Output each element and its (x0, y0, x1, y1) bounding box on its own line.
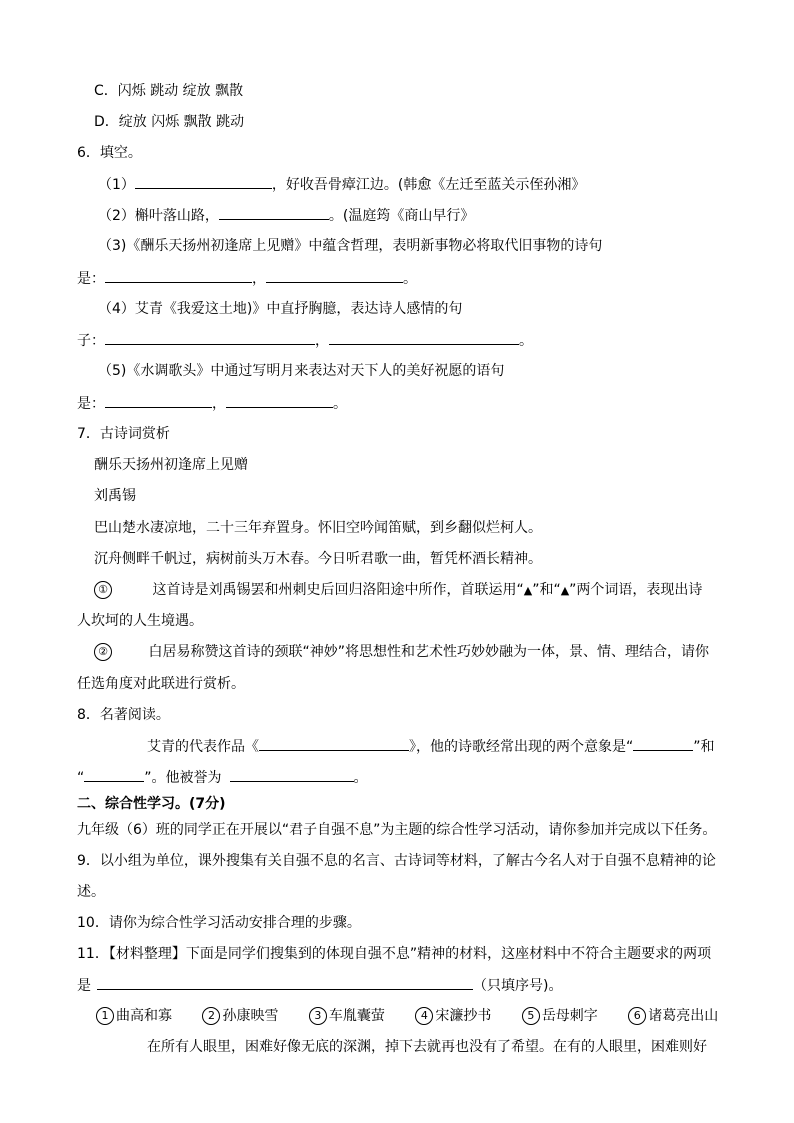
option-item (309, 1006, 385, 1026)
fill-blank[interactable] (135, 174, 272, 189)
option-item (628, 1006, 718, 1026)
fill-blank[interactable] (266, 268, 403, 283)
q6-item-2-suffix: 。(温庭筠《商山早行》 (328, 208, 475, 224)
q6-item-4-line1: （4）艾青《我爱这土地)》中直抒胸臆，表达诗人感情的句 (98, 301, 463, 317)
option-text: 诸葛亮出山 (648, 1008, 719, 1024)
option-text: 宋濂抄书 (435, 1008, 492, 1024)
q10: 10．请你为综合性学习活动安排合理的步骤。 (77, 915, 361, 931)
q11-line1: 11．【材料整理】下面是同学们搜集到的体现自强不息”精神的材料，这座材料中不符合主题要求的两项 (77, 946, 712, 962)
option-item (202, 1006, 278, 1026)
option-item (415, 1006, 491, 1026)
circled-number: 6 (628, 1007, 646, 1025)
period: 。 (333, 396, 347, 412)
circled-number: 2 (202, 1007, 220, 1025)
fill-blank[interactable] (633, 736, 693, 751)
q6-item-5-line2 (77, 393, 347, 414)
q9-line1: 9．以小组为单位，课外搜集有关自强不息的名言、古诗词等材料，了解古今名人对于自强不息精神的论 (77, 853, 716, 869)
q11-options (96, 1006, 718, 1026)
section-2-intro: 九年级（6）班的同学正在开展以“君子自强不息”为主题的综合性学习活动，请你参加并完成以下任务。 (77, 822, 717, 838)
fill-blank[interactable] (105, 330, 315, 345)
fill-blank[interactable] (230, 767, 354, 782)
q7-sub-2-line1 (94, 642, 709, 662)
q8-line2 (77, 767, 368, 788)
q7-sub-2-text: 白居易称赞这首诗的颈联“神妙”将思想性和艺术性巧妙妙融为一体，景、情、理结合，请你 (148, 644, 709, 660)
circled-number: ② (94, 643, 112, 661)
fill-blank[interactable] (219, 205, 329, 220)
q6-item-2-prefix: （2）槲叶落山路， (98, 208, 219, 224)
q6-item-3-line2 (77, 268, 417, 289)
q8-title: 8．名著阅读。 (77, 707, 170, 723)
fill-blank[interactable] (329, 330, 519, 345)
period: 。 (403, 271, 417, 287)
fill-blank[interactable] (259, 736, 409, 751)
q6-item-4-prefix: 子： (77, 333, 105, 349)
poem-line-1: 巴山楚水凄凉地，二十三年弃置身。怀旧空吟闻笛赋，到乡翻似烂柯人。 (94, 520, 542, 536)
option-text: 孙康映雪 (222, 1008, 279, 1024)
option-item (522, 1006, 598, 1026)
q6-item-2 (98, 205, 474, 226)
q6-item-1 (98, 174, 585, 195)
q6-item-4-line2 (77, 330, 533, 351)
passage-line: 在所有人眼里，困难好像无底的深渊，掉下去就再也没有了希望。在有的人眼里，困难则好 (147, 1039, 707, 1055)
q8-text-e: ”。他被誉为 (144, 770, 222, 786)
circled-number: 4 (415, 1007, 433, 1025)
option-text: 岳母刺字 (541, 1008, 598, 1024)
q6-item-3-prefix: 是： (77, 271, 105, 287)
q8-text-d: “ (77, 770, 85, 786)
answer-triangle: ▲ (523, 584, 533, 597)
circled-number: ① (94, 581, 112, 599)
q8-text-b: 》，他的诗歌经常出现的两个意象是“ (409, 739, 634, 755)
q7-sub-1-text-c: ”两个词语，表现出诗 (569, 582, 703, 598)
fill-blank[interactable] (226, 393, 333, 408)
q11-suffix: （只填序号)。 (473, 978, 563, 994)
poem-line-2: 沉舟侧畔千帆过，病树前头万木春。今日听君歌一曲，暂凭杯酒长精神。 (94, 551, 542, 567)
comma: ， (315, 333, 329, 349)
comma: ， (252, 271, 266, 287)
section-2-heading: 二、综合性学习。(7分) (77, 796, 226, 812)
q11-prefix: 是 (77, 978, 91, 994)
q8-text-f: 。 (353, 770, 368, 786)
period: 。 (519, 333, 533, 349)
q8-line1 (147, 736, 715, 757)
circled-number: 1 (96, 1007, 114, 1025)
q7-sub-1-text-a: 这首诗是刘禹锡罢和州刺史后回归洛阳途中所作，首联运用“ (152, 582, 524, 598)
q7-sub-1-line2: 人坎坷的人生境遇。 (77, 613, 203, 629)
poem-title: 酬乐天扬州初逢席上见赠 (94, 457, 248, 473)
circled-number: 5 (522, 1007, 540, 1025)
fill-blank[interactable] (97, 975, 473, 990)
circled-number: 3 (309, 1007, 327, 1025)
q6-item-1-suffix: ，好收吾骨瘴江边。(韩愈《左迁至蓝关示侄孙湘》 (271, 177, 586, 193)
fill-blank[interactable] (105, 268, 252, 283)
q7-title: 7．古诗词赏析 (77, 426, 170, 442)
q6-item-1-prefix: （1） (98, 177, 135, 193)
q6-title: 6．填空。 (77, 145, 142, 161)
q5-option-d: D．绽放 闪烁 飘散 跳动 (94, 114, 245, 130)
q6-item-5-prefix: 是： (77, 396, 105, 412)
option-text: 车胤囊萤 (328, 1008, 385, 1024)
q7-sub-1-line1 (94, 580, 702, 601)
q11-line2 (77, 975, 562, 996)
answer-triangle: ▲ (560, 584, 570, 597)
comma: ， (212, 396, 226, 412)
q6-item-5-line1: （5)《水调歌头》中通过写明月来表达对天下人的美好祝愿的语句 (98, 363, 505, 379)
fill-blank[interactable] (84, 767, 144, 782)
poem-author: 刘禹锡 (94, 488, 136, 504)
q7-sub-2-line2: 任选角度对此联进行赏析。 (77, 676, 245, 692)
fill-blank[interactable] (105, 393, 212, 408)
q6-item-3-line1: （3)《酬乐天扬州初逢席上见赠》中蕴含哲理，表明新事物必将取代旧事物的诗句 (98, 238, 603, 254)
q8-text-a: 艾青的代表作品《 (147, 739, 259, 755)
q5-option-c: C．闪烁 跳动 绽放 飘散 (94, 83, 244, 99)
q8-text-c: ”和 (693, 739, 715, 755)
q9-line2: 述。 (77, 884, 105, 900)
option-text: 曲高和寡 (116, 1008, 172, 1024)
q7-sub-1-text-b: ”和“ (532, 582, 561, 598)
option-item (96, 1006, 172, 1026)
